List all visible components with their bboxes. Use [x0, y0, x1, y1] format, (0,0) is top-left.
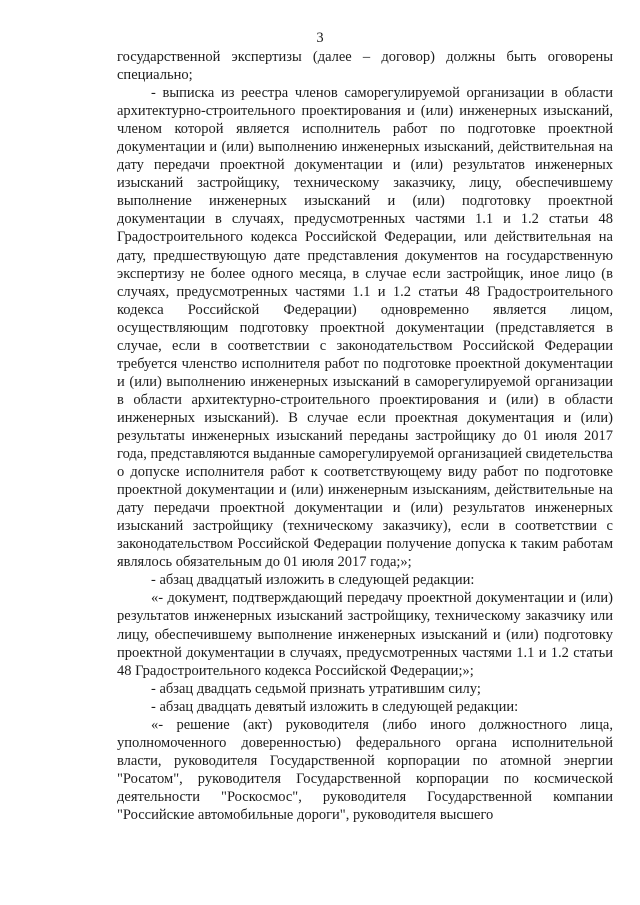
- paragraph-sro-extract: - выписка из реестра членов саморегулируемой организации в области архитектурно-строительного проектирования и (или) инженерных изысканий, членом которой является исполнитель работ по подготовке проектной документации и (или) выполнению инженерных изысканий, действительная на дату передачи проектной документации и (или) результатов инженерных изысканий застройщику, техническому заказчику, лицу, обеспечившему выполнение инженерных изысканий и (или) подготовку проектной документации в случаях, предусмотренных частями 1.1 и 1.2 статьи 48 Градостроительного кодекса Российской Федерации, или действительная на дату, предшествующую дате представления документов на государственную экспертизу не более одного месяца, в случае если застройщик, иное лицо (в случаях, предусмотренных частями 1.1 и 1.2 статьи 48 Градостроительного кодекса Российской Федерации) одновременно является лицом, осуществляющим подготовку проектной документации (представляется в случае, если в соответствии с законодательством Российской Федерации требуется членство исполнителя работ по подготовке проектной документации и (или) выполнению инженерных изысканий в саморегулируемой организации в области архитектурно-строительного проектирования и (или) в области инженерных изысканий). В случае если проектная документация и (или) результаты инженерных изысканий переданы застройщику до 01 июля 2017 года, представляются выданные саморегулируемой организацией свидетельства о допуске исполнителя работ к соответствующему виду работ по подготовке проектной документации и (или) инженерным изысканиям, действительные на дату передачи проектной документации и (или) результатов инженерных изысканий застройщику (техническому заказчику), если в соответствии с законодательством Российской Федерации получение допуска к таким работам являлось обязательным до 01 июля 2017 года;»;: [117, 85, 613, 571]
- paragraph-twenty-ninth-amendment: - абзац двадцать девятый изложить в следующей редакции:: [151, 698, 519, 715]
- paragraph-twenty-seventh-repeal: - абзац двадцать седьмой признать утратившим силу;: [151, 680, 481, 697]
- document-body: [117, 48, 613, 824]
- paragraph-twentieth-amendment: - абзац двадцатый изложить в следующей редакции:: [151, 572, 475, 589]
- paragraph-decision-act: «- решение (акт) руководителя (либо иного должностного лица, уполномоченного доверенностью) федерального органа исполнительной власти, руководителя Государственной корпорации по атомной энергии "Росатом", руководителя Государственной корпорации по космической деятельности "Роскосмос", руководителя Государственной компании "Российские автомобильные дороги", руководителя высшего: [117, 716, 613, 823]
- paragraph-continuation: государственной экспертизы (далее – договор) должны быть оговорены специально;: [117, 49, 613, 84]
- paragraph-transfer-document: «- документ, подтверждающий передачу проектной документации и (или) результатов инженерных изысканий застройщику, техническому заказчику или лицу, обеспечившему выполнение инженерных изысканий и (или) подготовку проектной документации в случаях, предусмотренных частями 1.1 и 1.2 статьи 48 Градостроительного кодекса Российской Федерации;»;: [117, 590, 613, 679]
- page-number: 3: [316, 30, 324, 46]
